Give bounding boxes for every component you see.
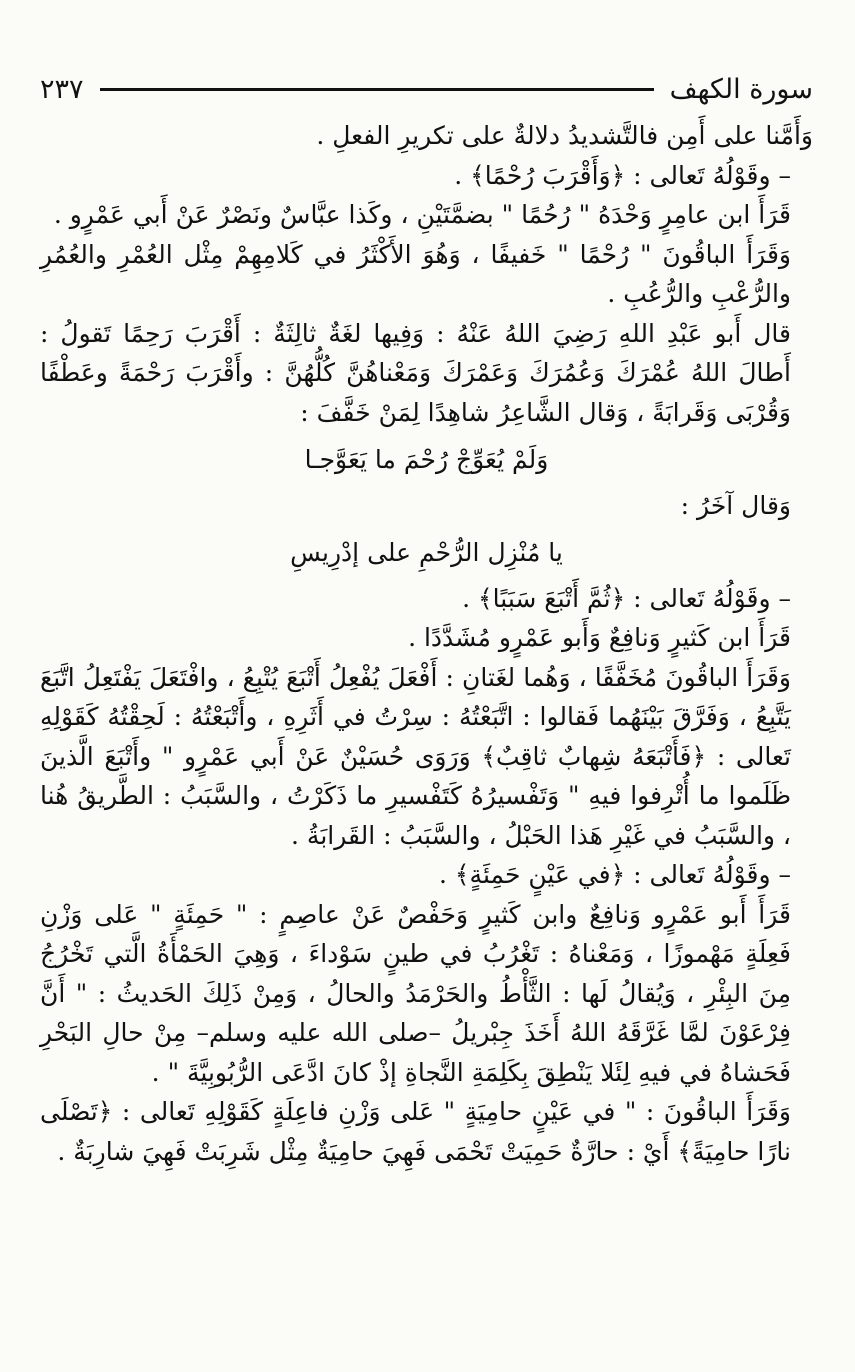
paragraph: وَقَرَأَ الباقُونَ " رُحْمًا " خَفيفًا ، وَهُوَ الأَكْثَرُ في كَلامِهِمْ مِثْل العُمْرِ والعُمُرِ والرُّعْبِ والرُّعُبِ . xyxy=(40,239,791,308)
paragraph: وَأَمَّنا على أَمِن فالتَّشديدُ دلالةٌ على تكريرِ الفعلِ . xyxy=(316,121,813,150)
paragraph: قال أَبو عَبْدِ اللهِ رَضِيَ اللهُ عَنْهُ : وَفِيها لغَةٌ ثالِثَةٌ : أَقْرَبَ رَحِمًا تَقولُ : أَطالَ اللهُ عُمْرَكَ وَعُمُرَكَ وَعَمْرَكَ وَمَعْناهُنَّ كُلُّهُنَّ : وأَقْرَبَ رَحْمَةً وعَطْفًا وَقُرْبَى وَقَرابَةً ، وَقال الشَّاعِرُ شاهِدًا لِمَنْ خَفَّفَ : xyxy=(40,318,791,427)
paragraph: قَرَأَ أَبو عَمْرٍو وَنافِعٌ وابن كَثيرٍ وَحَفْصٌ عَنْ عاصِمٍ : " حَمِئَةٍ " عَلى وَزْنِ فَعِلَةٍ مَهْموزًا ، وَمَعْناهُ : تَغْرُبُ في طينٍ سَوْداءَ ، وَهِيَ الحَمْأَةُ الَّتي تَخْرُجُ مِنَ البِئْرِ ، وَيُقالُ لَها : الثَّأْطُ والحَرْمَدُ والحالُ ، وَمِنْ ذَلِكَ الحَديثُ : " أَنَّ فِرْعَوْنَ لمَّا غَرَّقَهُ اللهُ أَخَذَ جِبْريلُ –صلى الله عليه وسلم– مِنْ حالِ البَحْرِ فَحَشاهُ في فيهِ لِئَلا يَنْطِقَ بِكَلِمَةِ النَّجاةِ إذْ كانَ ادَّعَى الرُّبُوبِيَّةَ " . xyxy=(40,899,791,1087)
page-number: ٢٣٧ xyxy=(40,73,84,105)
page-header xyxy=(40,66,813,112)
surah-title: سورة الكهف xyxy=(669,73,813,105)
paragraph: وَقال آخَرُ : xyxy=(680,490,791,520)
verse-heading: – وقَوْلُهُ تَعالى : ﴿ثُمَّ أَتْبَعَ سَبَبًا﴾ . xyxy=(462,583,791,613)
page-body xyxy=(40,116,813,1171)
paragraph: قَرَأَ ابن كَثيرٍ وَنافِعٌ وَأَبو عَمْرٍو مُشَدَّدًا . xyxy=(408,623,791,652)
paragraph: وَقَرَأَ الباقُونَ مُخَفَّفًا ، وَهُما لغَتانِ : أَفْعَلَ يُفْعِلُ أَتْبَعَ يُتْبِعُ ، وافْتَعَلَ يَفْتَعِلُ اتَّبَعَ يَتَّبِعُ ، وَفَرَّقَ بَيْنَهُما فَقالوا : اتَّبَعْتُهُ : سِرْتُ في أَثَرِهِ ، وأَتْبَعْتُهُ : لَحِقْتُهُ كَقَوْلِهِ تَعالى : ﴿فَأَتْبَعَهُ شِهابٌ ثاقِبٌ﴾ وَرَوَى حُسَيْنٌ عَنْ أَبي عَمْرٍو " وأَتْبَعَ الَّذينَ ظَلَموا ما أُتْرِفوا فيهِ " وَتَفْسيرُهُ كَتَفْسيرِ ما ذَكَرْتُ ، والسَّبَبُ : الطَّريقُ هُنا ، والسَّبَبُ في غَيْرِ هَذا الحَبْلُ ، والسَّبَبُ : القَرابَةُ . xyxy=(40,662,791,850)
paragraph: وَقَرَأَ الباقُونَ : " في عَيْنٍ حامِيَةٍ " عَلى وَزْنِ فاعِلَةٍ كَقَوْلِهِ تَعالى : ﴿تَصْلَى نارًا حامِيَةً﴾ أَيْ : حارَّةٌ حَمِيَتْ تَحْمَى فَهِيَ حامِيَةٌ مِثْل شَرِبَتْ فَهِيَ شارِبَةٌ . xyxy=(40,1097,791,1166)
paragraph: قَرَأَ ابن عامِرٍ وَحْدَهُ " رُحُمًا " بضمَّتَيْنِ ، وكَذا عبَّاسٌ ونَصْرٌ عَنْ أَبي عَمْرٍو . xyxy=(53,200,791,229)
header-rule xyxy=(100,88,654,91)
poetry-line: وَلَمْ يُعَوِّجْ رُحْمَ ما يَعَوَّجـا xyxy=(304,445,549,474)
verse-heading: – وقَوْلُهُ تَعالى : ﴿في عَيْنٍ حَمِئَةٍ﴾ . xyxy=(439,860,791,889)
verse-heading: – وقَوْلُهُ تَعالى : ﴿وَأَقْرَبَ رُحْمًا﴾ . xyxy=(454,160,791,190)
poetry-line: يا مُنْزِل الرُّحْمِ على إدْرِيسِ xyxy=(290,538,563,567)
